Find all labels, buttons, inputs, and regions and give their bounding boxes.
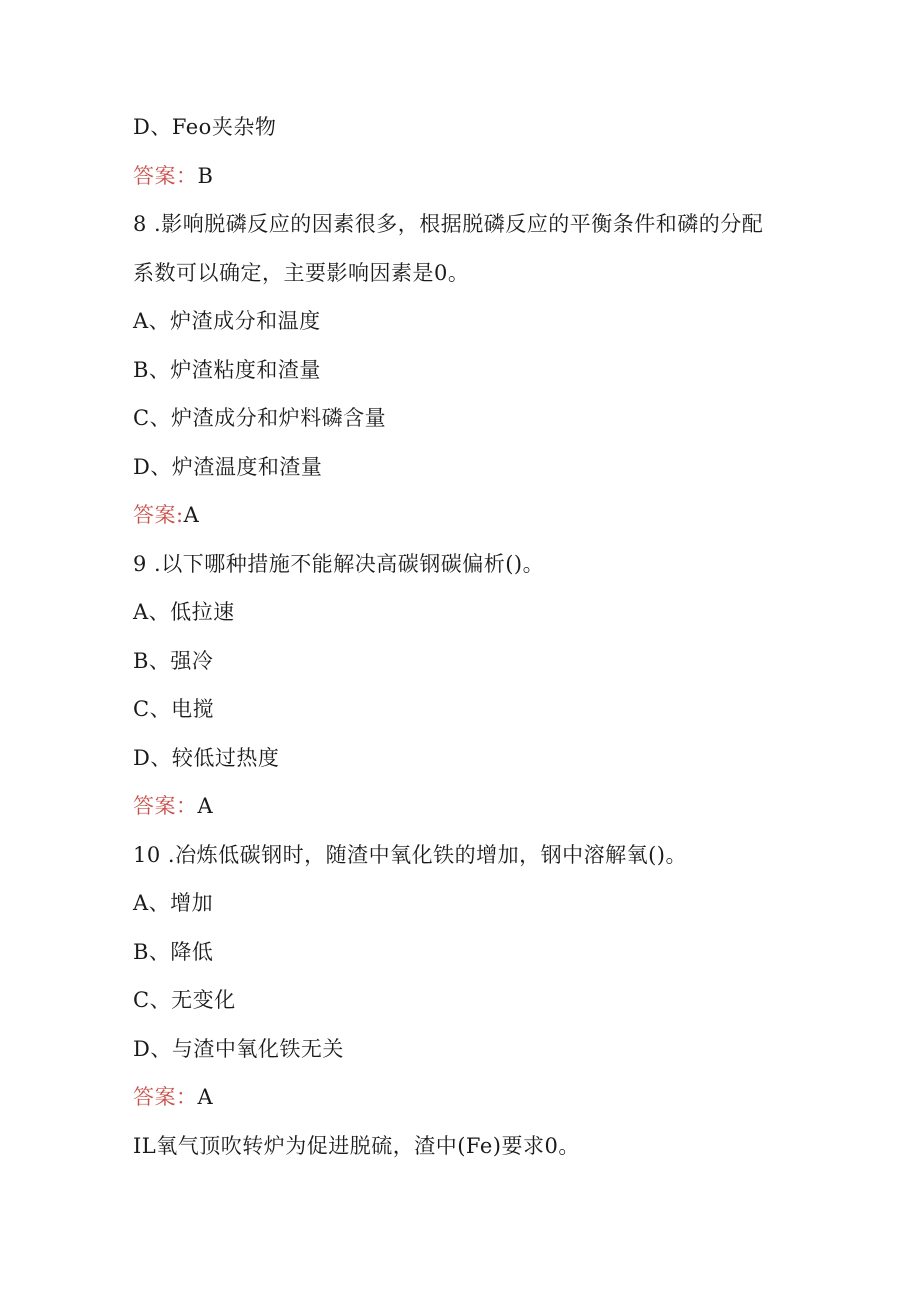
answer-line (133, 792, 213, 820)
answer-line (133, 501, 199, 529)
answer-label: 答案： (133, 1085, 198, 1109)
option-line: B、炉渣粘度和渣量 (133, 358, 321, 382)
answer-value: A (197, 794, 214, 818)
option-line: D、炉渣温度和渣量 (133, 455, 323, 479)
option-line: A、增加 (133, 891, 214, 915)
option-line: B、强冷 (133, 649, 214, 673)
question-line: 系数可以确定，主要影响因素是0。 (133, 261, 470, 285)
option-line: B、降低 (133, 940, 214, 964)
question-line: 10 .冶炼低碳钢时，随渣中氧化铁的增加，钢中溶解氧()。 (133, 843, 687, 867)
answer-line (133, 1083, 213, 1111)
question-line: 9 .以下哪种措施不能解决高碳钢碳偏析()。 (133, 552, 545, 576)
option-line: A、炉渣成分和温度 (133, 309, 321, 333)
option-line: C、电搅 (133, 697, 215, 721)
option-line: D、与渣中氧化铁无关 (133, 1037, 344, 1061)
question-line: 8 .影响脱磷反应的因素很多，根据脱磷反应的平衡条件和磷的分配 (133, 212, 764, 236)
answer-value: B (197, 164, 214, 188)
answer-label: 答案： (133, 164, 198, 188)
option-line: D、Feo夹杂物 (133, 115, 277, 139)
option-line: D、较低过热度 (133, 746, 280, 770)
answer-value: A (197, 1085, 214, 1109)
answer-value: A (183, 503, 200, 527)
answer-label: 答案： (133, 794, 198, 818)
option-line: A、低拉速 (133, 600, 235, 624)
answer-line (133, 162, 213, 190)
answer-label: 答案: (133, 503, 184, 527)
option-line: C、无变化 (133, 988, 236, 1012)
option-line: C、炉渣成分和炉料磷含量 (133, 406, 387, 430)
question-line: IL氧气顶吹转炉为促进脱硫，渣中(Fe)要求0。 (133, 1134, 580, 1158)
